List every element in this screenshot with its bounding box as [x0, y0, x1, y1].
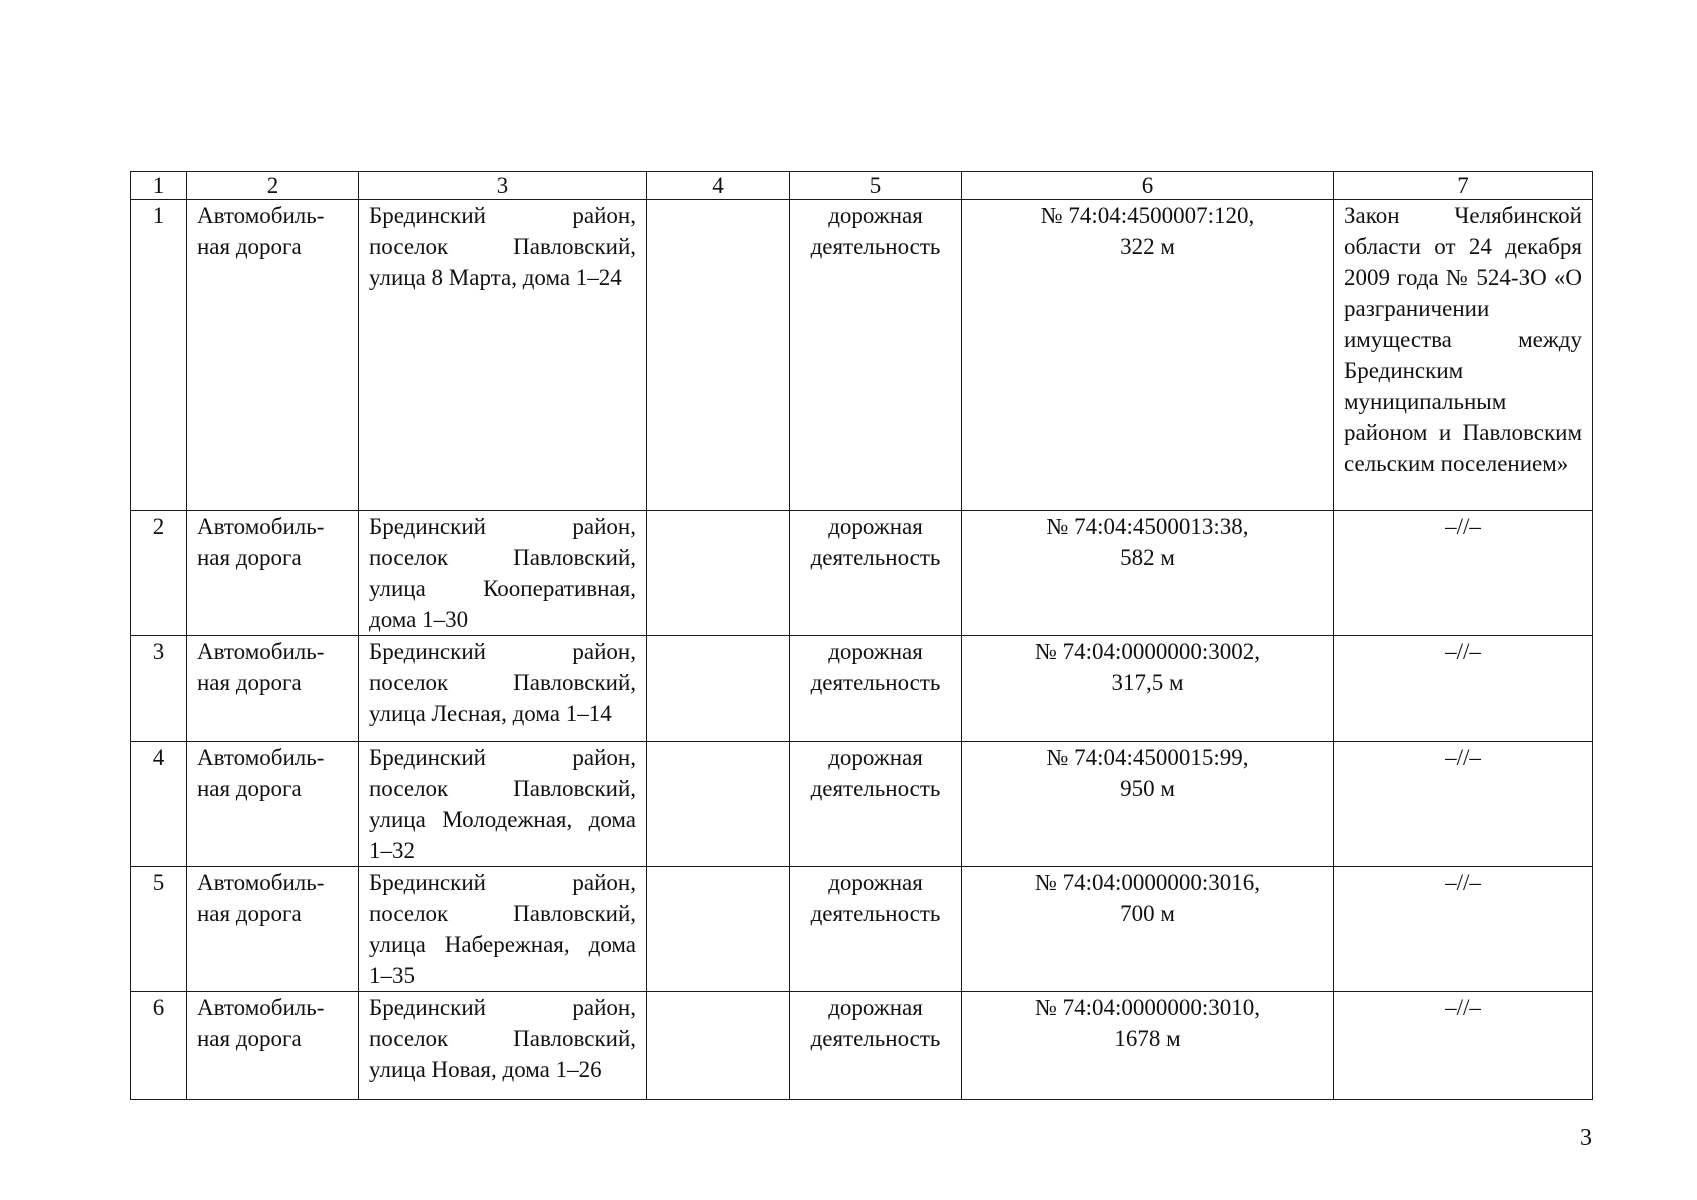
cadastral-number: № 74:04:4500013:38,	[1046, 514, 1249, 539]
object-name: Автомобиль-ная дорога	[187, 742, 359, 867]
cadastral-cell	[962, 867, 1334, 992]
column-4-cell	[647, 742, 790, 867]
activity-type: дорожная деятельность	[790, 200, 962, 511]
object-name: Автомобиль-ная дорога	[187, 511, 359, 636]
table-row	[131, 992, 1593, 1100]
road-length: 322 м	[1120, 234, 1175, 259]
road-length: 700 м	[1120, 901, 1175, 926]
road-length: 317,5 м	[1111, 670, 1184, 695]
object-address: Брединский район, поселок Павловский, улица Кооперативная, дома 1–30	[359, 511, 647, 636]
property-table	[130, 171, 1593, 1100]
cadastral-number: № 74:04:0000000:3010,	[1034, 995, 1261, 1020]
header-cell: 1	[131, 172, 187, 200]
row-number: 1	[131, 200, 187, 511]
row-number: 4	[131, 742, 187, 867]
table-row	[131, 867, 1593, 992]
cadastral-cell	[962, 992, 1334, 1100]
cadastral-number: № 74:04:0000000:3002,	[1034, 639, 1261, 664]
object-address: Брединский район, поселок Павловский, улица Новая, дома 1–26	[359, 992, 647, 1100]
cadastral-number: № 74:04:4500007:120,	[1040, 203, 1255, 228]
header-cell: 4	[647, 172, 790, 200]
activity-type: дорожная деятельность	[790, 867, 962, 992]
object-name: Автомобиль-ная дорога	[187, 636, 359, 742]
road-length: 582 м	[1120, 545, 1175, 570]
cadastral-cell	[962, 511, 1334, 636]
header-cell: 6	[962, 172, 1334, 200]
cadastral-cell	[962, 200, 1334, 511]
table-row	[131, 742, 1593, 867]
header-cell: 2	[187, 172, 359, 200]
legal-basis: Закон Челябинской области от 24 декабря 2009 года № 524-ЗО «О разграничении имущества между Брединским муниципальным районом и Павловским сельским поселением»	[1334, 200, 1593, 511]
column-4-cell	[647, 636, 790, 742]
legal-basis: –//–	[1334, 992, 1593, 1100]
legal-basis: –//–	[1334, 636, 1593, 742]
column-4-cell	[647, 992, 790, 1100]
cadastral-number: № 74:04:0000000:3016,	[1034, 870, 1261, 895]
activity-type: дорожная деятельность	[790, 511, 962, 636]
road-length: 1678 м	[1114, 1026, 1181, 1051]
activity-type: дорожная деятельность	[790, 992, 962, 1100]
row-number: 5	[131, 867, 187, 992]
cadastral-cell	[962, 636, 1334, 742]
activity-type: дорожная деятельность	[790, 636, 962, 742]
table-row	[131, 200, 1593, 511]
table-row	[131, 636, 1593, 742]
road-length: 950 м	[1120, 776, 1175, 801]
column-4-cell	[647, 867, 790, 992]
row-number: 3	[131, 636, 187, 742]
column-4-cell	[647, 200, 790, 511]
object-name: Автомобиль-ная дорога	[187, 200, 359, 511]
header-cell: 3	[359, 172, 647, 200]
page-number: 3	[1580, 1125, 1592, 1151]
legal-basis: –//–	[1334, 742, 1593, 867]
cadastral-number: № 74:04:4500015:99,	[1046, 745, 1249, 770]
object-address: Брединский район, поселок Павловский, улица Набережная, дома 1–35	[359, 867, 647, 992]
object-address: Брединский район, поселок Павловский, улица Лесная, дома 1–14	[359, 636, 647, 742]
row-number: 2	[131, 511, 187, 636]
activity-type: дорожная деятельность	[790, 742, 962, 867]
header-cell: 7	[1334, 172, 1593, 200]
header-cell: 5	[790, 172, 962, 200]
header-row	[131, 172, 1593, 200]
object-name: Автомобиль-ная дорога	[187, 992, 359, 1100]
object-name: Автомобиль-ная дорога	[187, 867, 359, 992]
row-number: 6	[131, 992, 187, 1100]
legal-basis: –//–	[1334, 511, 1593, 636]
column-4-cell	[647, 511, 790, 636]
object-address: Брединский район, поселок Павловский, улица 8 Марта, дома 1–24	[359, 200, 647, 511]
cadastral-cell	[962, 742, 1334, 867]
legal-basis: –//–	[1334, 867, 1593, 992]
object-address: Брединский район, поселок Павловский, улица Молодежная, дома 1–32	[359, 742, 647, 867]
table-row	[131, 511, 1593, 636]
